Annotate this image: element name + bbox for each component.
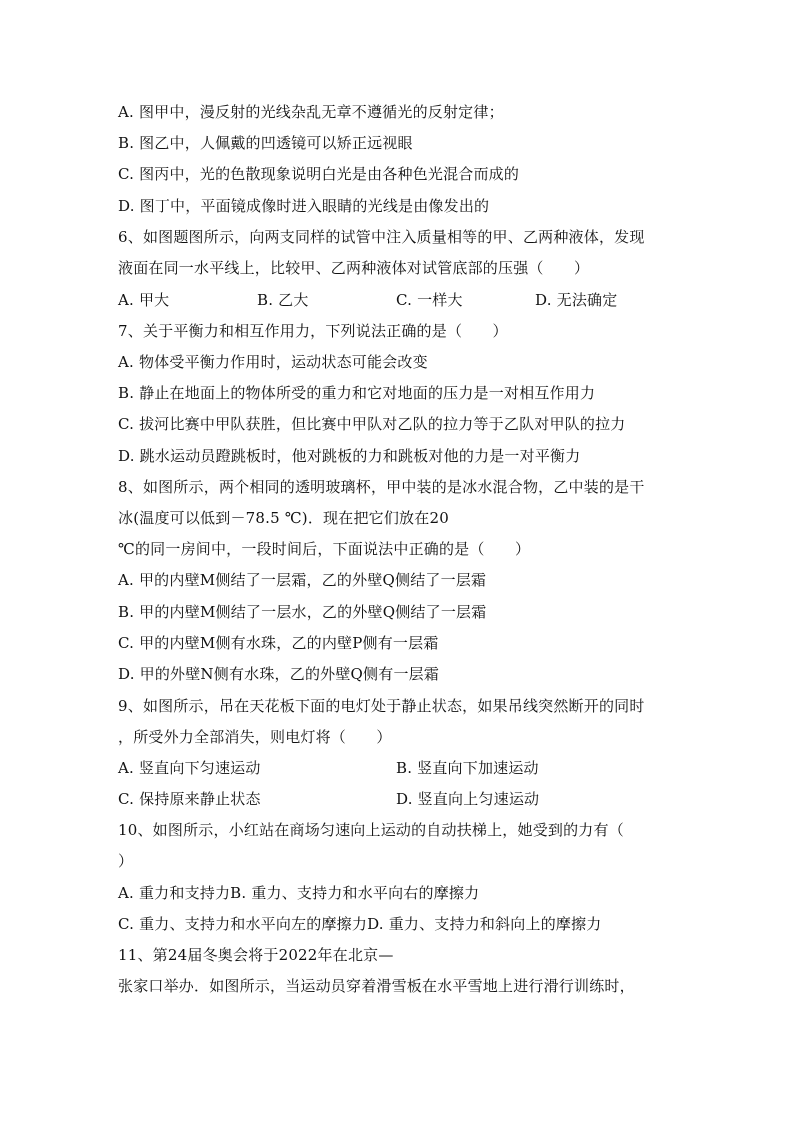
q6-stem-line-2: 液面在同一水平线上，比较甲、乙两种液体对试管底部的压强（ ） [118,259,590,277]
q8-stem-line-3: ℃的同一房间中，一段时间后，下面说法中正确的是（ ） [118,540,531,558]
q11-stem-line-1: 11、第24届冬奥会将于2022年在北京— [118,946,394,964]
q9-option-c: C. 保持原来静止状态 [118,790,261,808]
q9-stem-line-1: 9、如图所示，吊在天花板下面的电灯处于静止状态，如果吊线突然断开的同时 [118,697,645,715]
q5-option-c: C. 图丙中，光的色散现象说明白光是由各种色光混合而成的 [118,165,520,183]
q5-option-b: B. 图乙中，人佩戴的凹透镜可以矫正远视眼 [118,134,413,152]
q8-option-b: B. 甲的内壁M侧结了一层水，乙的外壁Q侧结了一层霜 [118,603,487,621]
q5-option-a: A. 图甲中，漫反射的光线杂乱无章不遵循光的反射定律； [118,103,504,121]
q9-stem-line-2: ，所受外力全部消失，则电灯将（ ） [118,728,392,746]
q7-stem: 7、关于平衡力和相互作用力，下列说法正确的是（ ） [118,322,508,340]
q9-option-d: D. 竖直向上匀速运动 [396,790,540,808]
q10-stem-line-2: ） [118,852,134,870]
q10-options-cd: C. 重力、支持力和水平向左的摩擦力D. 重力、支持力和斜向上的摩擦力 [118,915,602,933]
q5-option-d: D. 图丁中，平面镜成像时进入眼睛的光线是由像发出的 [118,197,490,215]
q6-option-d: D. 无法确定 [535,291,618,309]
q10-stem-line-1: 10、如图所示，小红站在商场匀速向上运动的自动扶梯上，她受到的力有（ [118,821,624,839]
q7-option-c: C. 拔河比赛中甲队获胜，但比赛中甲队对乙队的拉力等于乙队对甲队的拉力 [118,415,626,433]
q7-option-d: D. 跳水运动员蹬跳板时，他对跳板的力和跳板对他的力是一对平衡力 [118,447,581,465]
q7-option-a: A. 物体受平衡力作用时，运动状态可能会改变 [118,353,428,371]
q6-option-c: C. 一样大 [396,291,463,309]
q7-option-b: B. 静止在地面上的物体所受的重力和它对地面的压力是一对相互作用力 [118,384,596,402]
q6-option-b: B. 乙大 [257,291,309,309]
q10-options-ab: A. 重力和支持力B. 重力、支持力和水平向右的摩擦力 [118,884,480,902]
q9-option-b: B. 竖直向下加速运动 [396,759,539,777]
q8-option-c: C. 甲的内壁M侧有水珠，乙的内壁P侧有一层霜 [118,634,439,652]
q8-stem-line-2: 冰(温度可以低到－78.5 ℃)．现在把它们放在20 [118,509,449,527]
q6-option-a: A. 甲大 [118,291,170,309]
q6-stem-line-1: 6、如图题图所示，向两支同样的试管中注入质量相等的甲、乙两种液体，发现 [118,228,645,246]
q8-stem-line-1: 8、如图所示，两个相同的透明玻璃杯，甲中装的是冰水混合物，乙中装的是干 [118,478,645,496]
q9-option-a: A. 竖直向下匀速运动 [118,759,261,777]
q11-stem-line-2: 张家口举办．如图所示，当运动员穿着滑雪板在水平雪地上进行滑行训练时， [118,977,635,995]
q8-option-d: D. 甲的外壁N侧有水珠，乙的外壁Q侧有一层霜 [118,665,440,683]
q8-option-a: A. 甲的内壁M侧结了一层霜，乙的外壁Q侧结了一层霜 [118,571,487,589]
